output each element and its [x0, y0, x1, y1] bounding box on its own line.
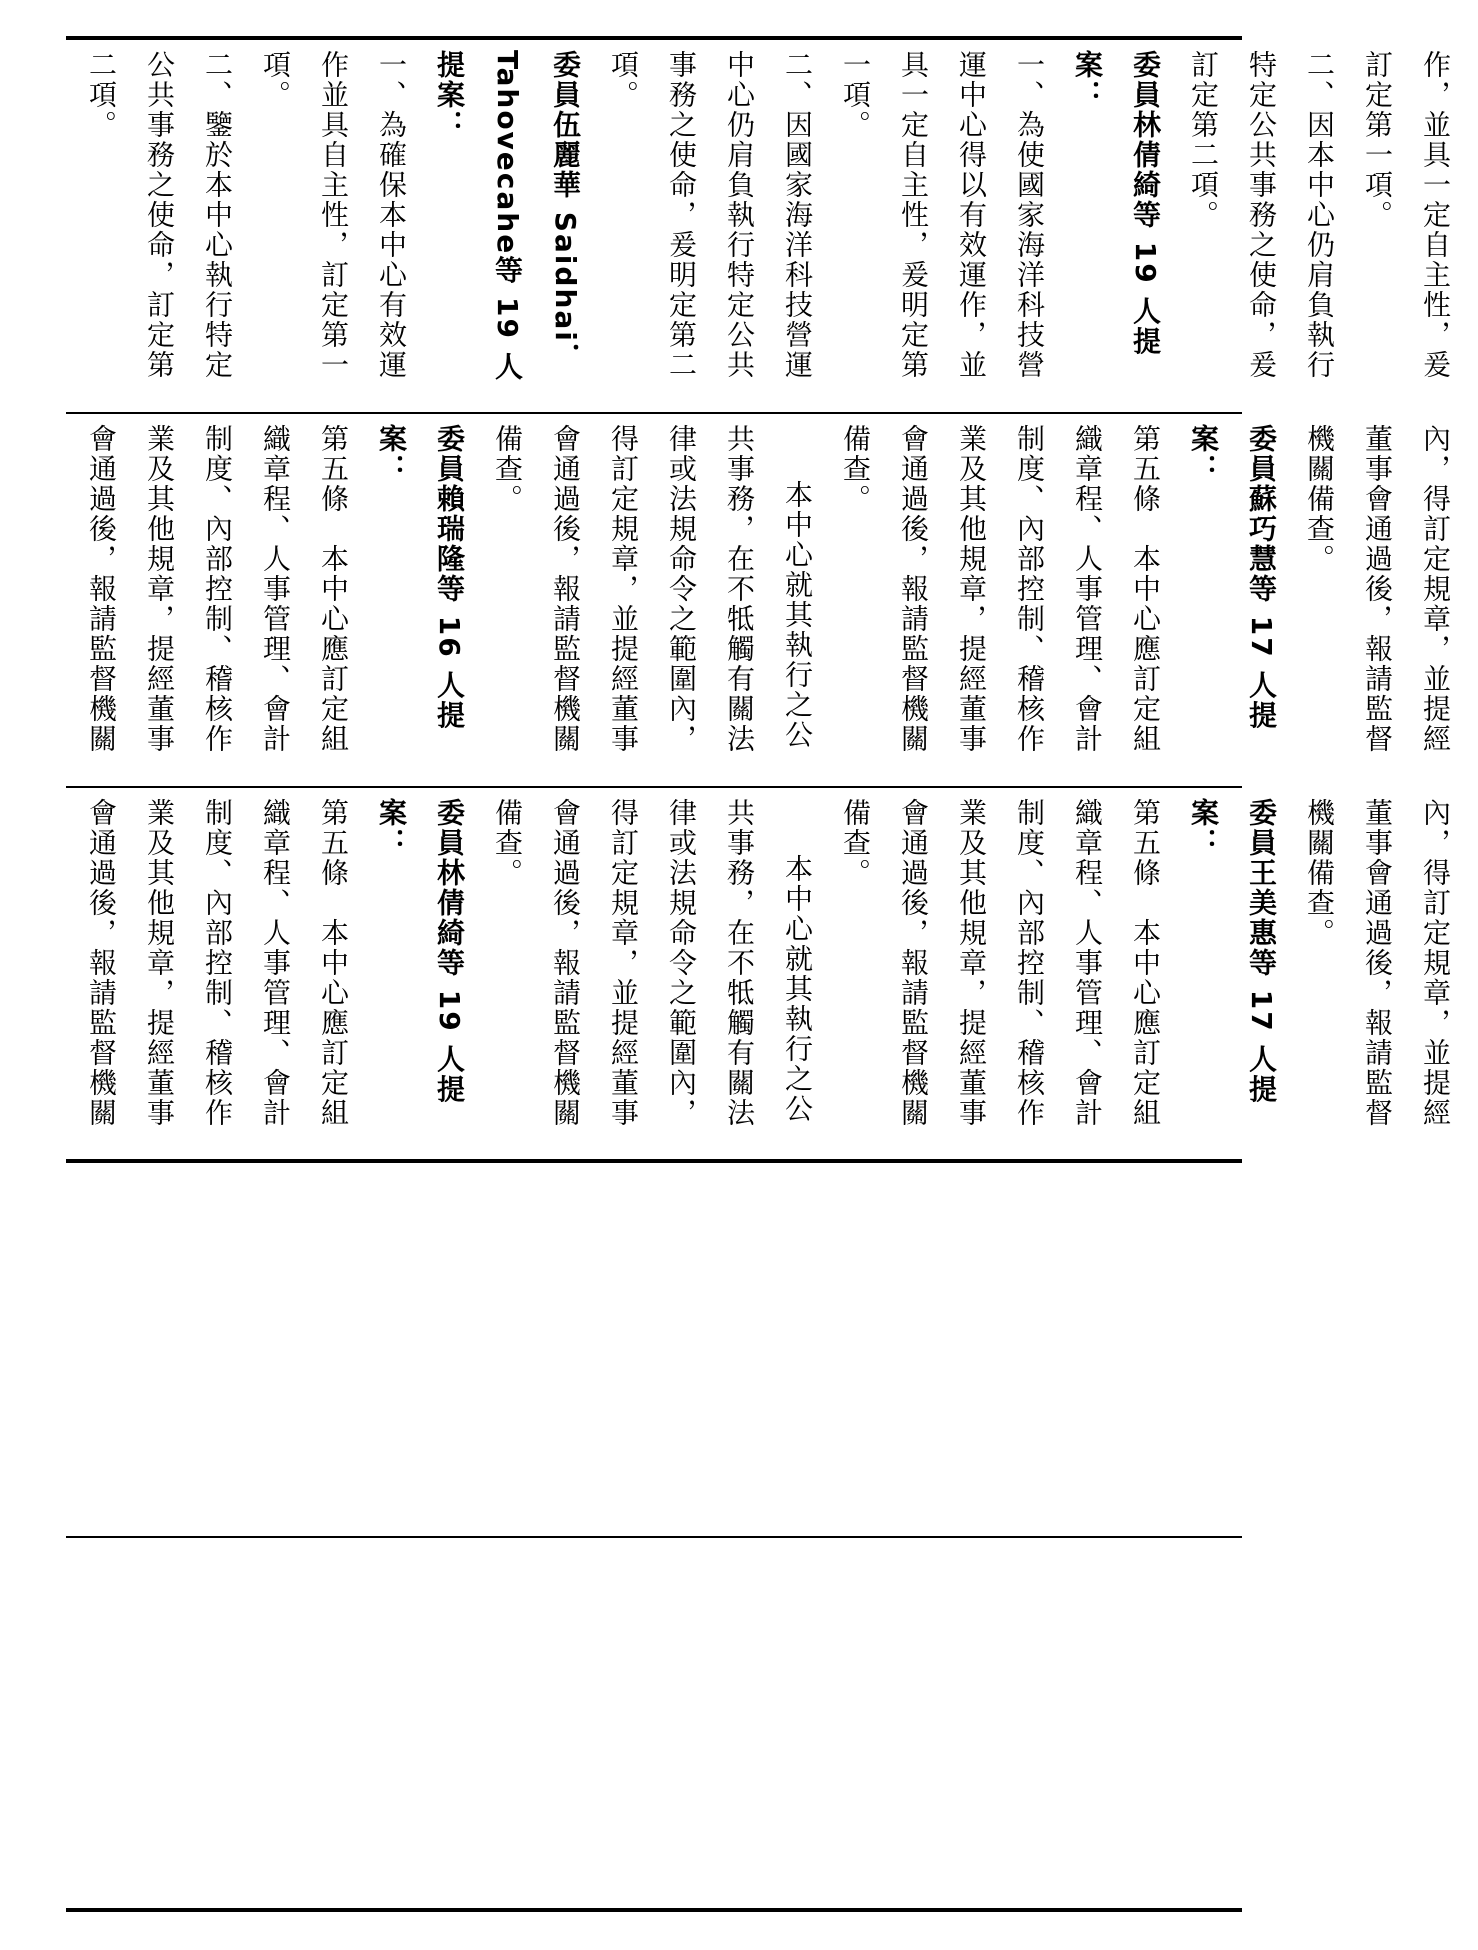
band-2-article-2: 第五條 本中心應訂定組織章程、人事管理、會計制度、內部控制、稽核作業及其他規章，提經董事會通過後，報請監督機關 [85, 424, 350, 754]
band-3-para-indent: 本中心就其執行之公共事務，在不牴觸有關法律或法規命令之範圍內，得訂定規章，並提經董事會通過後，報請監督機關備查。 [491, 798, 814, 1128]
empty-band-4 [66, 1163, 1242, 1535]
band-3-article-1: 第五條 本中心應訂定組織章程、人事管理、會計制度、內部控制、稽核作業及其他規章，提經董事會通過後，報請監督機關備查。 [839, 798, 1162, 1128]
band-2-heading-1: 委員蘇巧慧等 17 人提案： [1187, 424, 1278, 731]
band-3-heading-1: 委員王美惠等 17 人提案： [1187, 798, 1278, 1105]
band-1-para-5: 一、為確保本中心有效運作並具自主性，訂定第一項。 [259, 50, 408, 380]
band-2-para-1: 內，得訂定規章，並提經董事會通過後，報請監督機關備查。 [1303, 424, 1452, 754]
band-2-para-indent: 本中心就其執行之公共事務，在不牴觸有關法律或法規命令之範圍內，得訂定規章，並提經董事會通過後，報請監督機關備查。 [491, 424, 814, 754]
empty-band-5 [66, 1538, 1242, 1908]
band-2-article-1: 第五條 本中心應訂定組織章程、人事管理、會計制度、內部控制、稽核作業及其他規章，提經董事會通過後，報請監督機關備查。 [839, 424, 1162, 754]
band-1-heading-1: 委員林倩綺等 19 人提案： [1071, 50, 1162, 357]
band-1-para-2: 二、因本中心仍肩負執行特定公共事務之使命，爰訂定第二項。 [1187, 50, 1336, 380]
band-2-heading-2: 委員賴瑞隆等 16 人提案： [375, 424, 466, 731]
band-1-para-3: 一、為使國家海洋科技營運中心得以有效運作，並具一定自主性，爰明定第一項。 [839, 50, 1046, 380]
band-3-body [66, 788, 1478, 1160]
band-1-para-6: 二、鑒於本中心執行特定公共事務之使命，訂定第二項。 [85, 50, 234, 380]
band-3-article-2: 第五條 本中心應訂定組織章程、人事管理、會計制度、內部控制、稽核作業及其他規章，提經董事會通過後，報請監督機關 [85, 798, 350, 1128]
band-1-para-4: 二、因國家海洋科技營運中心仍肩負執行特定公共事務之使命，爰明定第二項。 [607, 50, 814, 380]
band-3-heading-2: 委員林倩綺等 19 人提案： [375, 798, 466, 1105]
text-band-1 [66, 40, 1452, 412]
band-1-heading-2: 委員伍麗華 Saidhai．Tahovecahe等 19 人提案： [433, 50, 582, 382]
bottom-border-rule [66, 1908, 1242, 1912]
text-band-2 [66, 414, 1452, 786]
band-1-para-1: 作，並具一定自主性，爰訂定第一項。 [1361, 50, 1452, 380]
band-1-body [66, 40, 1478, 412]
band-2-body [66, 414, 1478, 786]
band-3-para-1: 內，得訂定規章，並提經董事會通過後，報請監督機關備查。 [1303, 798, 1452, 1128]
text-band-3 [66, 788, 1452, 1160]
